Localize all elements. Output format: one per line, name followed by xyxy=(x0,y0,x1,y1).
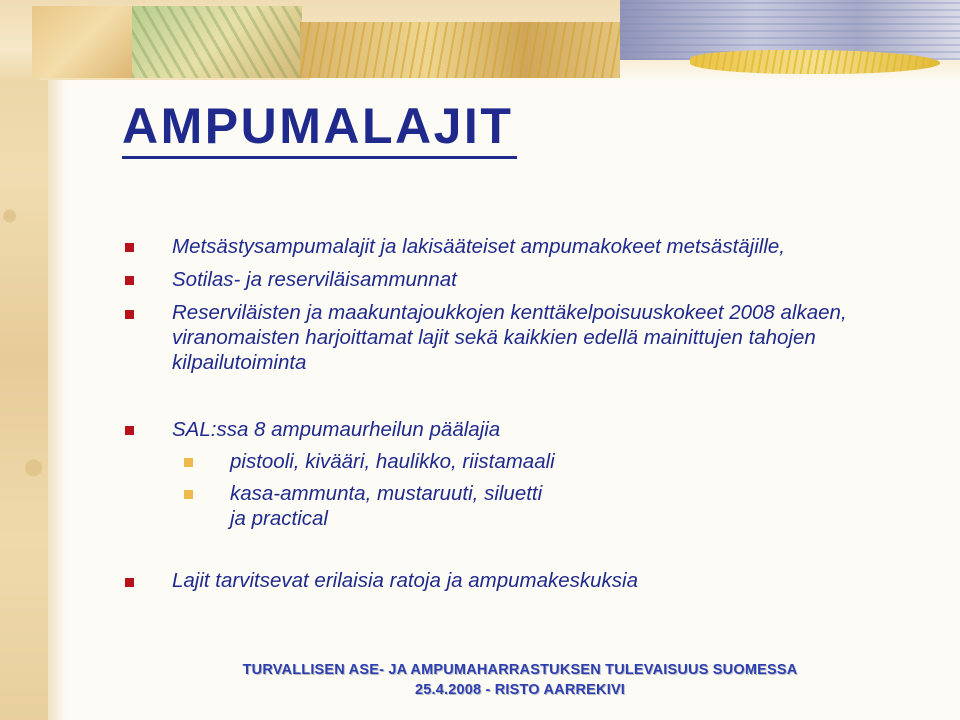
bullet-item-1 xyxy=(172,234,785,259)
bullet-marker xyxy=(125,426,134,435)
sub-bullet-line: kasa-ammunta, mustaruuti, siluetti xyxy=(230,482,543,505)
bullet-marker xyxy=(125,578,134,587)
bullet-marker xyxy=(125,243,134,252)
bullet-line: viranomaisten harjoittamat lajit sekä kaikkien edellä mainittujen tahojen xyxy=(172,326,816,349)
bullet-marker xyxy=(125,310,134,319)
bullet-line: Sotilas- ja reserviläisammunnat xyxy=(172,268,457,291)
sub-bullet-marker xyxy=(184,458,193,467)
bullet-item-4 xyxy=(172,417,500,442)
sub-bullet-item-1 xyxy=(230,449,555,474)
bullet-line: kilpailutoiminta xyxy=(172,351,307,374)
bullet-item-3 xyxy=(172,300,847,375)
bullet-marker xyxy=(125,276,134,285)
footer-line-1: TURVALLISEN ASE- JA AMPUMAHARRASTUKSEN TULEVAISUUS SUOMESSA xyxy=(242,662,798,678)
slide-title: AMPUMALAJIT xyxy=(122,96,517,159)
bullet-item-5 xyxy=(172,568,638,593)
sub-bullet-line: pistooli, kivääri, haulikko, riistamaali xyxy=(230,450,555,473)
sub-bullet-marker xyxy=(184,490,193,499)
bullet-line: Lajit tarvitsevat erilaisia ratoja ja ampumakeskuksia xyxy=(172,569,639,592)
sub-bullet-item-2 xyxy=(230,481,542,531)
sub-bullet-line: ja practical xyxy=(230,507,328,530)
bullet-line: SAL:ssa 8 ampumaurheilun päälajia xyxy=(172,418,501,441)
bullet-item-2 xyxy=(172,267,457,292)
bullet-line: Metsästysampumalajit ja lakisääteiset ampumakokeet metsästäjille, xyxy=(172,235,785,258)
bullet-line: Reserviläisten ja maakuntajoukkojen kenttäkelpoisuuskokeet 2008 alkaen, xyxy=(172,301,847,324)
footer-line-2: 25.4.2008 - RISTO AARREKIVI xyxy=(414,682,626,698)
